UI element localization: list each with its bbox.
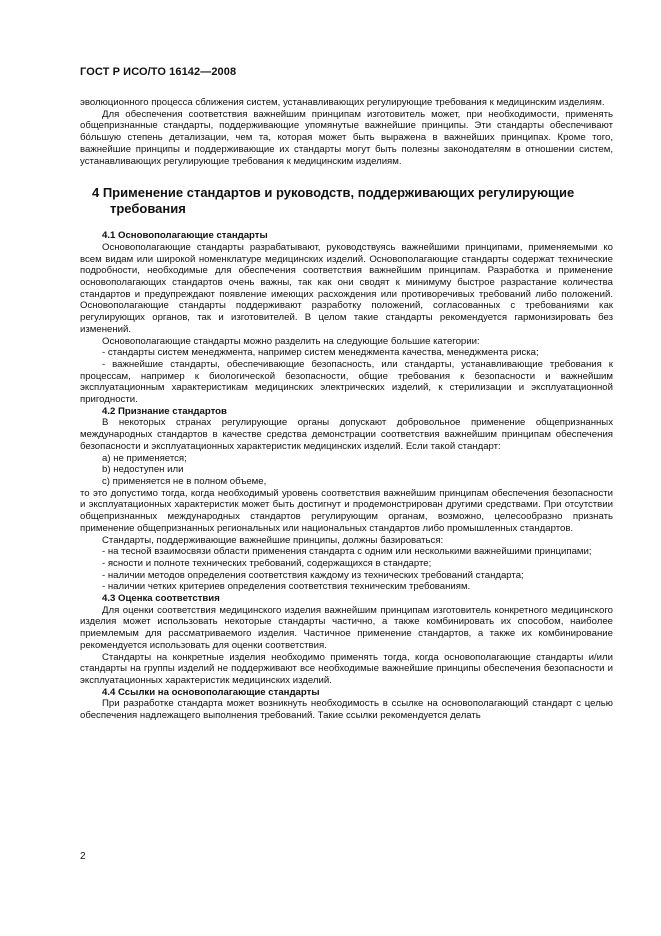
paragraph: В некоторых странах регулирующие органы допускают добровольное применение общепризнанных международных стандартов в качестве средства демонстрации соответствия важнейшим принципам обеспечения безопасности и эксплуатационных характеристик медицинских изделий. Если такой стандарт: — [80, 417, 613, 452]
document-body — [80, 97, 613, 722]
subsection-4-3-heading: 4.3 Оценка соответствия — [102, 593, 220, 605]
paragraph: При разработке стандарта может возникнуть необходимость в ссылке на основополагающий стандарт с целью обеспечения надлежащего выполнения требований. Такие ссылки рекомендуется делать — [80, 698, 613, 722]
subsection-4-2-heading: 4.2 Признание стандартов — [102, 405, 227, 417]
page-number: 2 — [80, 851, 86, 862]
list-item: c) применяется не в полном объеме, — [102, 475, 267, 487]
paragraph: Стандарты на конкретные изделия необходимо применять тогда, когда основополагающие стандарты и/или стандарты на группы изделий не поддерживают все необходимые важнейшие принципы обеспечения безопасности и эксплуатационных характеристик медицинских изделий. — [80, 651, 613, 686]
document-header: ГОСТ Р ИСО/ТО 16142—2008 — [80, 66, 237, 78]
list-item: - на тесной взаимосвязи области применения стандарта с одним или несколькими важнейшими принципами; — [102, 546, 592, 558]
paragraph: то это допустимо тогда, когда необходимый уровень соответствия важнейшим принципам обеспечения безопасности и эксплуатационных характеристик может быть достигнут и продемонстрирован другими средствами. При отсутствии общепризнанных международных стандартов регулирующим органам, возможно, целесообразно признать применение общепризнанных региональных или национальных стандартов либо промышленных стандартов. — [80, 487, 613, 534]
list-item: - наличии четких критериев определения соответствия техническим требованиям. — [102, 581, 471, 593]
paragraph: эволюционного процесса сближения систем, устанавливающих регулирующие требования к медицинским изделиям. — [80, 97, 605, 108]
subsection-4-1-heading: 4.1 Основополагающие стандарты — [102, 230, 268, 242]
list-item: - важнейшие стандарты, обеспечивающие безопасность, или стандарты, устанавливающие требования к процессам, например к биологической безопасности, общие требования к безопасности и важнейшим эксплуатационным характеристикам медицинских электрических изделий, к стерилизации и эксплуатационной пригодности. — [80, 358, 613, 406]
paragraph: Для оценки соответствия медицинского изделия важнейшим принципам изготовитель конкретного медицинского изделия может использовать некоторые стандарты частично, а также комбинировать их способом, наиболее приемлемым для рассматриваемого изделия. Частичное применение стандартов, а также их комбинирование рекомендуется использовать для оценки соответствия. — [80, 604, 613, 651]
list-item: - стандарты систем менеджмента, например систем менеджмента качества, менеджмента риска; — [102, 347, 539, 359]
list-item: a) не применяется; — [102, 452, 187, 464]
paragraph: Для обеспечения соответствия важнейшим принципам изготовитель может, при необходимости, применять общепризнанные стандарты, поддерживающие упомянутые важнейшие принципы. Эти стандарты обеспечивают бо́льшую степень детализации, чем та, которая может быть выражена в важнейших принципах. Кроме того, важнейшие принципы и поддерживающие их стандарты могут быть полезны законодателям в отношении систем, устанавливающих регулирующие требования к медицинским изделиям. — [80, 108, 613, 167]
paragraph: Основополагающие стандарты можно разделить на следующие большие категории: — [102, 335, 480, 347]
list-item: b) недоступен или — [102, 464, 184, 476]
section-4-heading: 4 Применение стандартов и руководств, поддерживающих регулирующие требования — [92, 185, 575, 216]
list-item: - ясности и полноте технических требований, содержащихся в стандарте; — [102, 557, 432, 569]
list-item: - наличии методов определения соответствия каждому из технических требований стандарта; — [102, 569, 524, 581]
paragraph: Стандарты, поддерживающие важнейшие принципы, должны базироваться: — [102, 534, 444, 546]
paragraph: Основополагающие стандарты разрабатывают, руководствуясь важнейшими принципами, применяемыми ко всем видам или широкой номенклатуре медицинских изделий. Основополагающие стандарты содержат технические подробности, необходимые для обеспечения соответствия важнейшим принципам. Разработка и применение основополагающих стандартов очень важны, так как они сводят к минимуму быстрое разрастание количества стандартов и предупреждают появление имеющих расхождения или противоречивых требований либо положений. Основополагающие стандарты поддерживают разработку положений, согласованных с требованиями как регулирующих органов, так и изготовителей. В целом такие стандарты рекомендуется гармонизировать без изменений. — [80, 241, 613, 335]
subsection-4-4-heading: 4.4 Ссылки на основополагающие стандарты — [102, 686, 320, 698]
